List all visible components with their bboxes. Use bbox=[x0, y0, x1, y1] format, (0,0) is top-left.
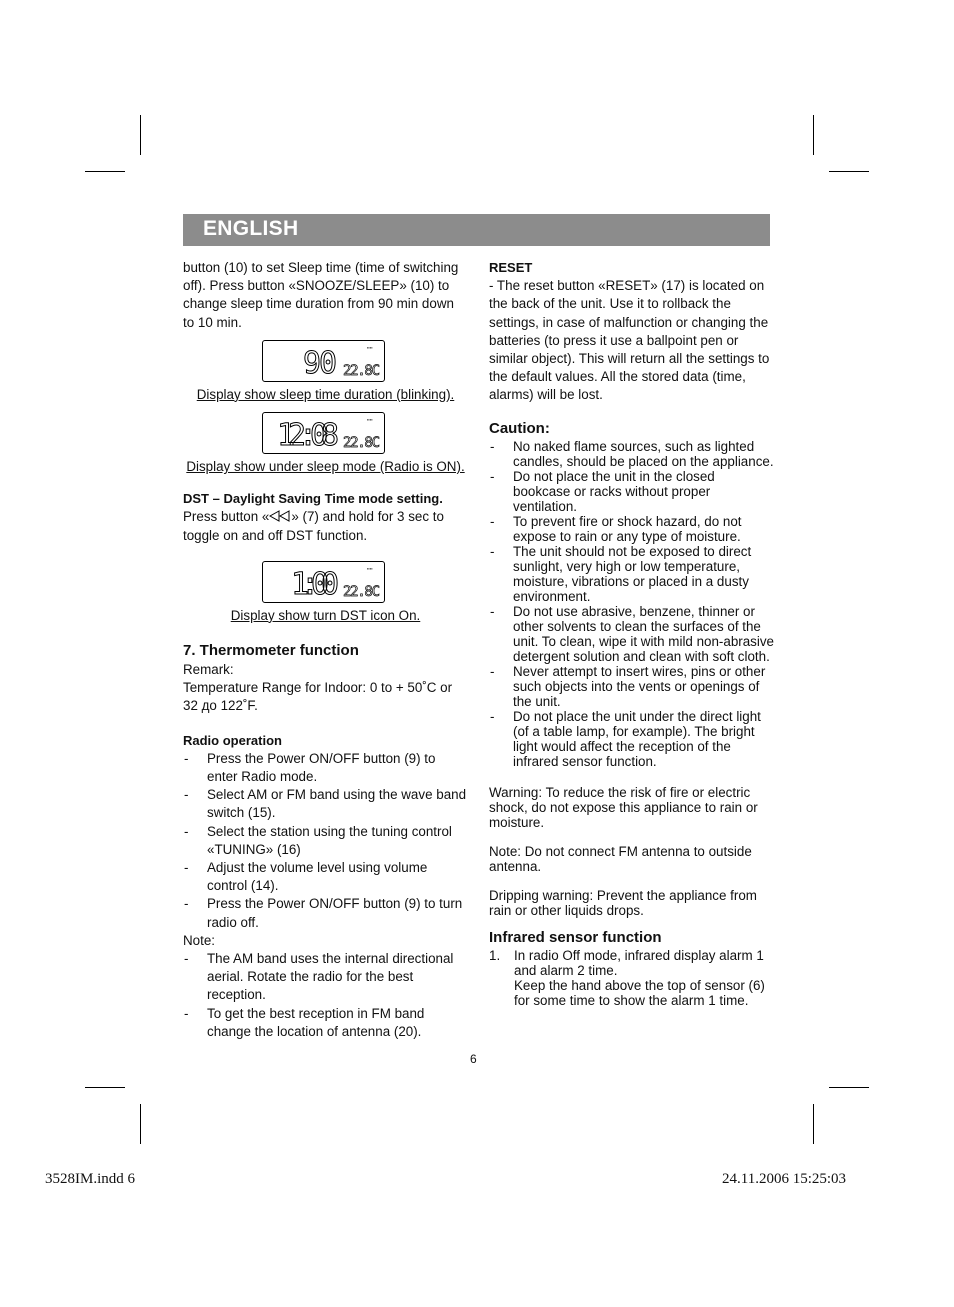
lcd-display-dst bbox=[262, 561, 385, 603]
list-item: - Adjust the volume level using volume control (14). bbox=[183, 859, 468, 895]
svg-text:▪▪▪▪: ▪▪▪▪ bbox=[367, 565, 373, 571]
list-item: - To prevent fire or shock hazard, do not expose to rain or any type of moisture. bbox=[489, 514, 774, 544]
slug-filename: 3528IM.indd 6 bbox=[45, 1171, 135, 1187]
thermometer-heading: 7. Thermometer function bbox=[183, 642, 359, 660]
lcd-digits: 12:08 bbox=[277, 418, 339, 454]
note-list bbox=[183, 950, 468, 1041]
infrared-heading: Infrared sensor function bbox=[489, 928, 662, 946]
reset-heading: RESET bbox=[489, 260, 533, 275]
section-header bbox=[183, 214, 770, 246]
crop-mark bbox=[829, 1087, 869, 1088]
radio-list bbox=[183, 750, 468, 932]
svg-text:▪▪▪▪: ▪▪▪▪ bbox=[367, 417, 373, 423]
note-label: Note: bbox=[183, 932, 216, 948]
crop-mark bbox=[140, 1104, 141, 1144]
list-item: - Select AM or FM band using the wave band switch (15). bbox=[183, 786, 468, 822]
lcd-digits: 90 bbox=[303, 345, 337, 381]
list-item: - Press the Power ON/OFF button (9) to enter Radio mode. bbox=[183, 750, 468, 786]
reset-text: - The reset button «RESET» (17) is located on the back of the unit. Use it to rollback the settings, in case of malfunction or changing the batteries (to press it use a ballpoint pen or similar object). This will return all the settings to the default values. All the stored data (time, alarms) will be lost. bbox=[489, 278, 770, 403]
crop-mark bbox=[140, 115, 141, 155]
list-item: - Do not place the unit under the direct light (of a table lamp, for example). The bright light would affect the reception of the infrared sensor function. bbox=[489, 709, 774, 769]
list-item bbox=[489, 948, 774, 1008]
list-item: - Select the station using the tuning control «TUNING» (16) bbox=[183, 823, 468, 859]
caution-heading: Caution: bbox=[489, 419, 550, 437]
lcd-temp: 22.8C bbox=[343, 435, 380, 452]
svg-text:▪▪▪▪: ▪▪▪▪ bbox=[367, 344, 373, 350]
sleep-intro: button (10) to set Sleep time (time of switching off). Press button «SNOOZE/SLEEP» (10) to change sleep time duration from 90 min down to 10 min. bbox=[183, 260, 459, 330]
dst-text: Press button « » (7) and hold for 3 sec to toggle on and off DST function. bbox=[183, 509, 444, 543]
dripping-text: Dripping warning: Prevent the appliance from rain or other liquids drops. bbox=[489, 887, 757, 918]
caution-list bbox=[489, 439, 774, 769]
crop-mark bbox=[813, 115, 814, 155]
list-number: 1. bbox=[489, 947, 501, 963]
list-item: - Do not place the unit in the closed bookcase or racks without proper ventilation. bbox=[489, 469, 774, 514]
temperature-range: Temperature Range for Indoor: 0 to + 50˚C or 32 до 122˚F. bbox=[183, 680, 453, 714]
right-column bbox=[489, 259, 774, 1008]
crop-mark bbox=[813, 1104, 814, 1144]
page-number: 6 bbox=[470, 1052, 477, 1066]
fm-note-text: Note: Do not connect FM antenna to outside antenna. bbox=[489, 843, 752, 874]
left-column bbox=[183, 259, 468, 1041]
section-title: ENGLISH bbox=[203, 217, 299, 240]
lcd-digits: 1:00 bbox=[291, 566, 339, 602]
dst-heading: DST – Daylight Saving Time mode setting. bbox=[183, 491, 443, 507]
lcd-display-sleep bbox=[262, 340, 385, 382]
list-text: Keep the hand above the top of sensor (6) for some time to show the alarm 1 time. bbox=[514, 977, 765, 1008]
warning-text: Warning: To reduce the risk of fire or electric shock, do not expose this appliance to rain or moisture. bbox=[489, 784, 758, 830]
slug-timestamp: 24.11.2006 15:25:03 bbox=[722, 1171, 847, 1187]
lcd-caption: Display show turn DST icon On. bbox=[230, 607, 421, 623]
lcd-temp: 22.8C bbox=[343, 362, 380, 379]
list-item: - The unit should not be exposed to direct sunlight, very high or low temperature, moisture, vibrations or placed in a dusty environment. bbox=[489, 544, 774, 604]
crop-mark bbox=[85, 1087, 125, 1088]
infrared-list bbox=[489, 948, 774, 1008]
list-item: - No naked flame sources, such as lighted candles, should be placed on the appliance. bbox=[489, 439, 774, 469]
list-item: - Never attempt to insert wires, pins or other such objects into the vents or openings of the unit. bbox=[489, 664, 774, 709]
lcd-caption: Display show under sleep mode (Radio is ON). bbox=[186, 459, 465, 475]
list-item: - Do not use abrasive, benzene, thinner or other solvents to clean the surfaces of the unit. To clean, wipe it with mild non-abrasive detergent solution and clean with soft cloth. bbox=[489, 604, 774, 664]
crop-mark bbox=[829, 171, 869, 172]
lcd-temp: 22.8C bbox=[343, 583, 380, 600]
list-item: - Press the Power ON/OFF button (9) to turn radio off. bbox=[183, 895, 468, 931]
list-item: - The AM band uses the internal directional aerial. Rotate the radio for the best reception. bbox=[183, 950, 468, 1005]
radio-heading: Radio operation bbox=[183, 732, 282, 748]
crop-mark bbox=[85, 171, 125, 172]
lcd-caption: Display show sleep time duration (blinking). bbox=[196, 386, 455, 402]
list-text: In radio Off mode, infrared display alarm 1 and alarm 2 time. bbox=[514, 947, 764, 978]
lcd-display-sleep-mode bbox=[262, 412, 385, 454]
remark-label: Remark: bbox=[183, 662, 234, 678]
rewind-icon bbox=[269, 510, 291, 522]
list-item: - To get the best reception in FM band change the location of antenna (20). bbox=[183, 1005, 468, 1041]
